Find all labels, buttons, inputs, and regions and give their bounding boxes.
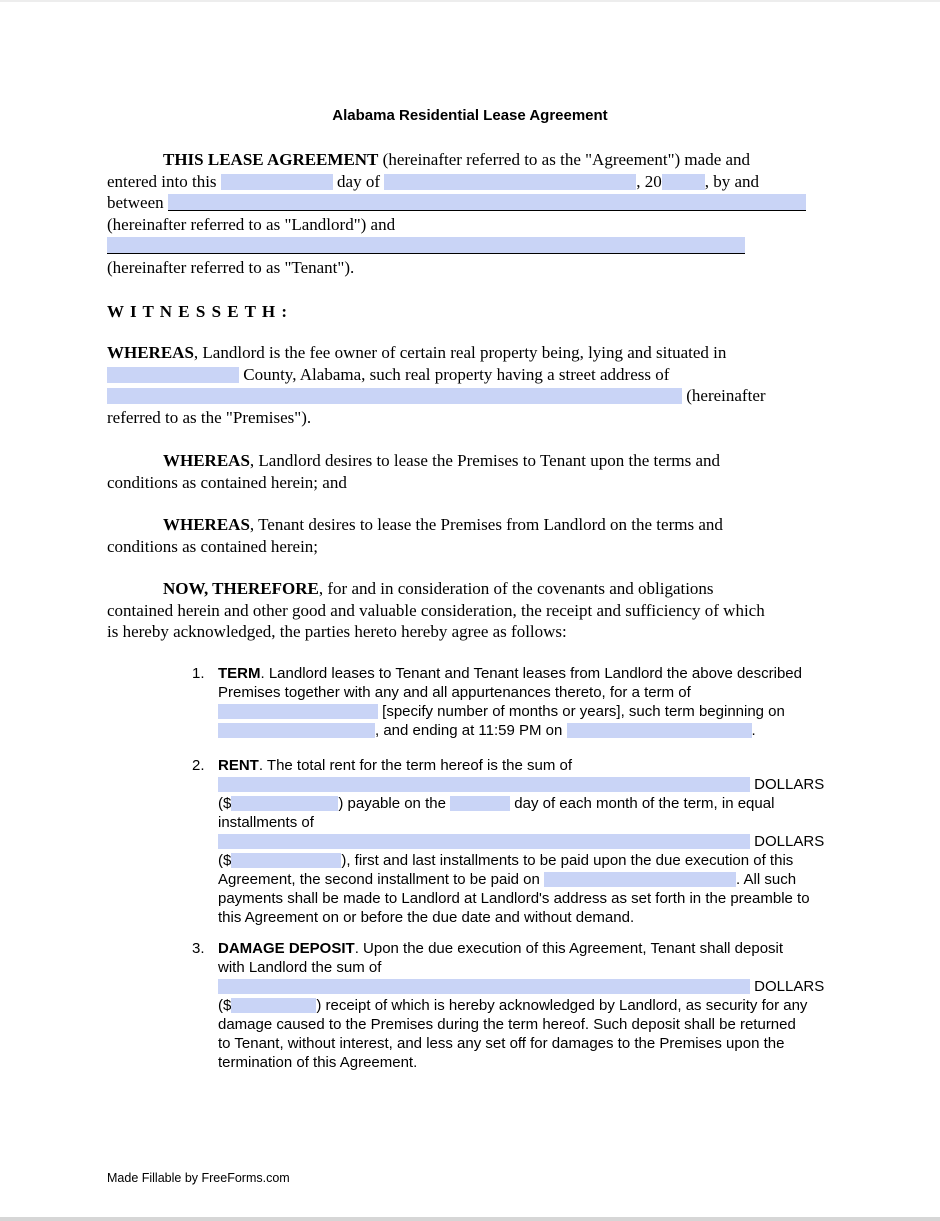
text: (hereinafter referred to as the "Agreement") made and	[378, 150, 751, 169]
field-deposit-amount[interactable]	[231, 998, 316, 1013]
text: referred to as the "Premises").	[107, 407, 312, 427]
text: . Landlord leases to Tenant and Tenant leases from Landlord the above described	[260, 665, 802, 682]
text: payments shall be made to Landlord at Landlord's address as set forth in the preamble to	[218, 890, 810, 907]
whereas-bold: WHEREAS	[163, 451, 250, 470]
text: , for and in consideration of the covenants and obligations	[318, 579, 714, 598]
clause-title: DAMAGE DEPOSIT	[218, 940, 355, 957]
field-rent-due-day[interactable]	[450, 796, 510, 811]
field-term-start-date[interactable]	[218, 723, 375, 738]
text: , 20	[636, 171, 662, 191]
text: , Tenant desires to lease the Premises from Landlord on the terms and	[249, 515, 723, 534]
witnesseth-heading: W I T N E S S E T H :	[107, 302, 289, 321]
text: . All such	[736, 871, 797, 888]
page-edge-top	[0, 0, 940, 2]
field-installment-words[interactable]	[218, 834, 750, 849]
text: ) payable on the	[338, 795, 451, 812]
text: with Landlord the sum of	[218, 959, 382, 976]
field-tenant-name[interactable]	[107, 237, 745, 254]
text: . Upon the due execution of this Agreement, Tenant shall deposit	[354, 940, 784, 957]
field-installment-amount[interactable]	[231, 853, 341, 868]
text: .	[751, 722, 756, 739]
text: termination of this Agreement.	[218, 1054, 418, 1071]
text: entered into this	[107, 171, 221, 191]
text: day of each month of the term, in equal	[510, 795, 775, 812]
text: Premises together with any and all appurtenances thereto, for a term of	[218, 684, 691, 701]
field-day[interactable]	[221, 174, 333, 190]
text: DOLLARS	[750, 978, 825, 995]
text: (hereinafter referred to as "Landlord") and	[107, 214, 396, 234]
text: this Agreement on or before the due date and without demand.	[218, 909, 635, 926]
field-landlord-name[interactable]	[168, 194, 806, 211]
whereas-landlord-paragraph	[107, 450, 833, 493]
text: , Landlord is the fee owner of certain real property being, lying and situated in	[193, 343, 727, 362]
text: [specify number of months or years], such term beginning on	[378, 703, 785, 720]
text: conditions as contained herein; and	[107, 472, 347, 492]
text: day of	[332, 171, 385, 191]
clause-number: 1.	[192, 665, 205, 682]
whereas-tenant-paragraph	[107, 514, 833, 557]
field-total-rent-words[interactable]	[218, 777, 750, 792]
text: ($	[218, 852, 232, 869]
clause-number: 2.	[192, 757, 205, 774]
whereas-bold: WHEREAS	[107, 343, 194, 362]
clause-number: 3.	[192, 940, 205, 957]
clause-rent	[192, 756, 833, 927]
text: County, Alabama, such real property having a street address of	[239, 364, 670, 384]
text: DOLLARS	[750, 833, 825, 850]
text: , Landlord desires to lease the Premises to Tenant upon the terms and	[249, 451, 721, 470]
text: ) receipt of which is hereby acknowledged by Landlord, as security for any	[316, 997, 808, 1014]
field-month[interactable]	[384, 174, 636, 190]
text: contained herein and other good and valuable consideration, the receipt and sufficiency of which	[107, 600, 765, 620]
text: between	[107, 193, 168, 212]
text: ($	[218, 795, 232, 812]
field-year[interactable]	[662, 174, 705, 190]
text: ($	[218, 997, 232, 1014]
field-second-installment-date[interactable]	[544, 872, 736, 887]
text: to Tenant, without interest, and less any set off for damages to the Premises upon the	[218, 1035, 785, 1052]
whereas-owner-paragraph	[107, 342, 833, 428]
page-title: Alabama Residential Lease Agreement	[332, 107, 608, 124]
field-county[interactable]	[107, 367, 239, 383]
text: DOLLARS	[750, 776, 825, 793]
intro-bold: THIS LEASE AGREEMENT	[163, 150, 379, 169]
clause-title: TERM	[218, 665, 261, 682]
field-street-address[interactable]	[107, 388, 682, 404]
text: . The total rent for the term hereof is the sum of	[258, 757, 573, 774]
field-term-end-date[interactable]	[567, 723, 752, 738]
clause-damage-deposit	[192, 939, 833, 1072]
text: (hereinafter referred to as "Tenant").	[107, 257, 355, 277]
clause-term	[192, 664, 833, 740]
field-deposit-words[interactable]	[218, 979, 750, 994]
text: , and ending at 11:59 PM on	[375, 722, 567, 739]
field-term-length[interactable]	[218, 704, 378, 719]
whereas-bold: WHEREAS	[163, 515, 250, 534]
page-edge-bottom	[0, 1217, 940, 1221]
intro-paragraph	[107, 149, 833, 278]
text: is hereby acknowledged, the parties hereto hereby agree as follows:	[107, 622, 567, 641]
text: , by and	[704, 171, 760, 191]
therefore-bold: NOW, THEREFORE	[163, 579, 319, 598]
text: damage caused to the Premises during the term hereof. Such deposit shall be returned	[218, 1016, 796, 1033]
text: ), first and last installments to be paid upon the due execution of this	[341, 852, 794, 869]
made-fillable-credit: Made Fillable by FreeForms.com	[107, 1171, 290, 1185]
text: Agreement, the second installment to be paid on	[218, 871, 545, 888]
text: (hereinafter	[682, 386, 766, 405]
text: conditions as contained herein;	[107, 536, 319, 556]
field-total-rent-amount[interactable]	[231, 796, 338, 811]
text: installments of	[218, 814, 314, 831]
therefore-paragraph	[107, 578, 833, 643]
clause-title: RENT	[218, 757, 259, 774]
